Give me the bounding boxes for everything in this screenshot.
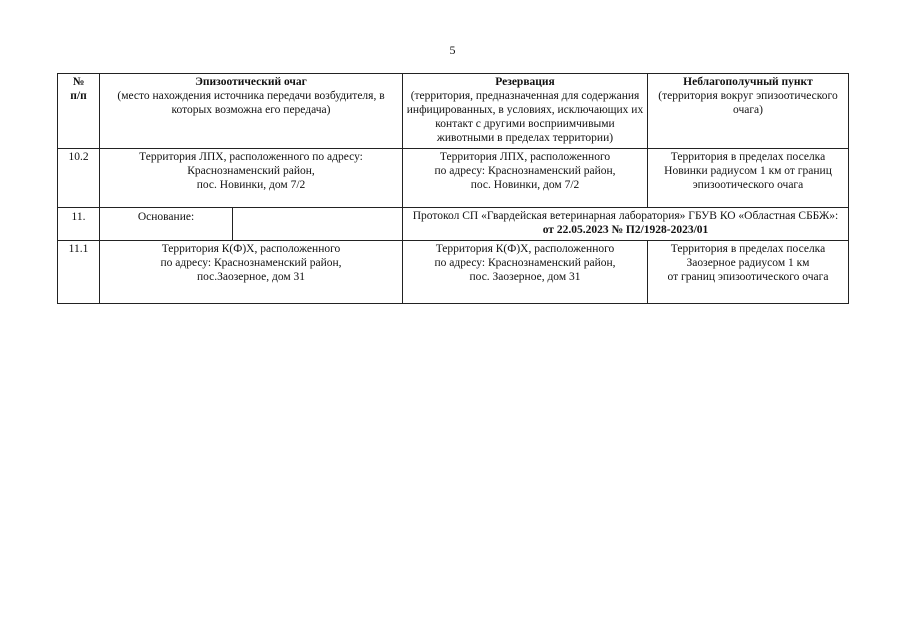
row-focus-line: Территория К(Ф)Х, расположенного <box>161 243 341 255</box>
basis-protocol-date: от 22.05.2023 № П2/1928-2023/01 <box>542 224 709 236</box>
row-focus-line: Краснознаменский район, <box>187 165 315 177</box>
header-num-line: № <box>72 76 85 88</box>
basis-protocol-text: Протокол СП «Гвардейская ветеринарная лаборатория» ГБУВ КО «Областная СББЖ»: <box>412 210 839 222</box>
row-reservation-cell <box>403 241 648 304</box>
basis-row <box>58 208 849 241</box>
basis-label: Основание: <box>137 211 195 223</box>
row-point-line: Заозерное радиусом 1 км <box>686 257 810 269</box>
row-focus-line: пос.Заозерное, дом 31 <box>196 271 306 283</box>
row-point-line: Территория в пределах поселка <box>670 151 826 163</box>
row-focus-cell <box>100 241 403 304</box>
row-focus-cell <box>100 149 403 208</box>
row-reservation-cell <box>403 149 648 208</box>
row-reservation-line: по адресу: Краснознаменский район, <box>434 257 616 269</box>
row-reservation-line: по адресу: Краснознаменский район, <box>434 165 616 177</box>
row-point-cell <box>648 241 849 304</box>
basis-text-cell <box>403 208 849 241</box>
row-point-line: эпизоотического очага <box>692 179 804 191</box>
header-point-desc: (территория вокруг эпизоотического очага) <box>658 90 838 116</box>
row-reservation-line: пос. Заозерное, дом 31 <box>469 271 581 283</box>
row-focus-line: по адресу: Краснознаменский район, <box>160 257 342 269</box>
header-reservation-cell <box>403 74 648 149</box>
epizootic-table <box>57 73 849 304</box>
header-reservation-title: Резервация <box>495 76 555 88</box>
header-reservation-desc: (территория, предназначенная для содержания инфицированных, в условиях, исключающих их контакт с другими восприимчивыми животными в пределах территории) <box>406 90 644 144</box>
header-num-cell <box>58 74 100 149</box>
basis-divider <box>232 208 402 240</box>
row-point-line: Новинки радиусом 1 км от границ <box>664 165 832 177</box>
header-num-line: п/п <box>70 90 87 102</box>
header-focus-cell <box>100 74 403 149</box>
row-num: 11.1 <box>58 241 100 304</box>
row-point-cell <box>648 149 849 208</box>
row-point-line: от границ эпизоотического очага <box>667 271 829 283</box>
basis-split-cell <box>100 208 403 241</box>
row-reservation-line: Территория ЛПХ, расположенного <box>439 151 611 163</box>
basis-num: 11. <box>58 208 100 241</box>
header-focus-title: Эпизоотический очаг <box>195 76 307 88</box>
header-point-title: Неблагополучный пункт <box>683 76 813 88</box>
row-reservation-line: Территория К(Ф)Х, расположенного <box>435 243 615 255</box>
row-point-line: Территория в пределах поселка <box>670 243 826 255</box>
row-reservation-line: пос. Новинки, дом 7/2 <box>470 179 580 191</box>
table-row <box>58 149 849 208</box>
row-focus-line: Территория ЛПХ, расположенного по адресу: <box>139 151 363 163</box>
page-number: 5 <box>449 43 456 57</box>
header-point-cell <box>648 74 849 149</box>
table-row <box>58 241 849 304</box>
table-header-row <box>58 74 849 149</box>
header-focus-desc: (место нахождения источника передачи возбудителя, в которых возможна его передача) <box>117 90 385 116</box>
row-focus-line: пос. Новинки, дом 7/2 <box>196 179 306 191</box>
row-num: 10.2 <box>58 149 100 208</box>
